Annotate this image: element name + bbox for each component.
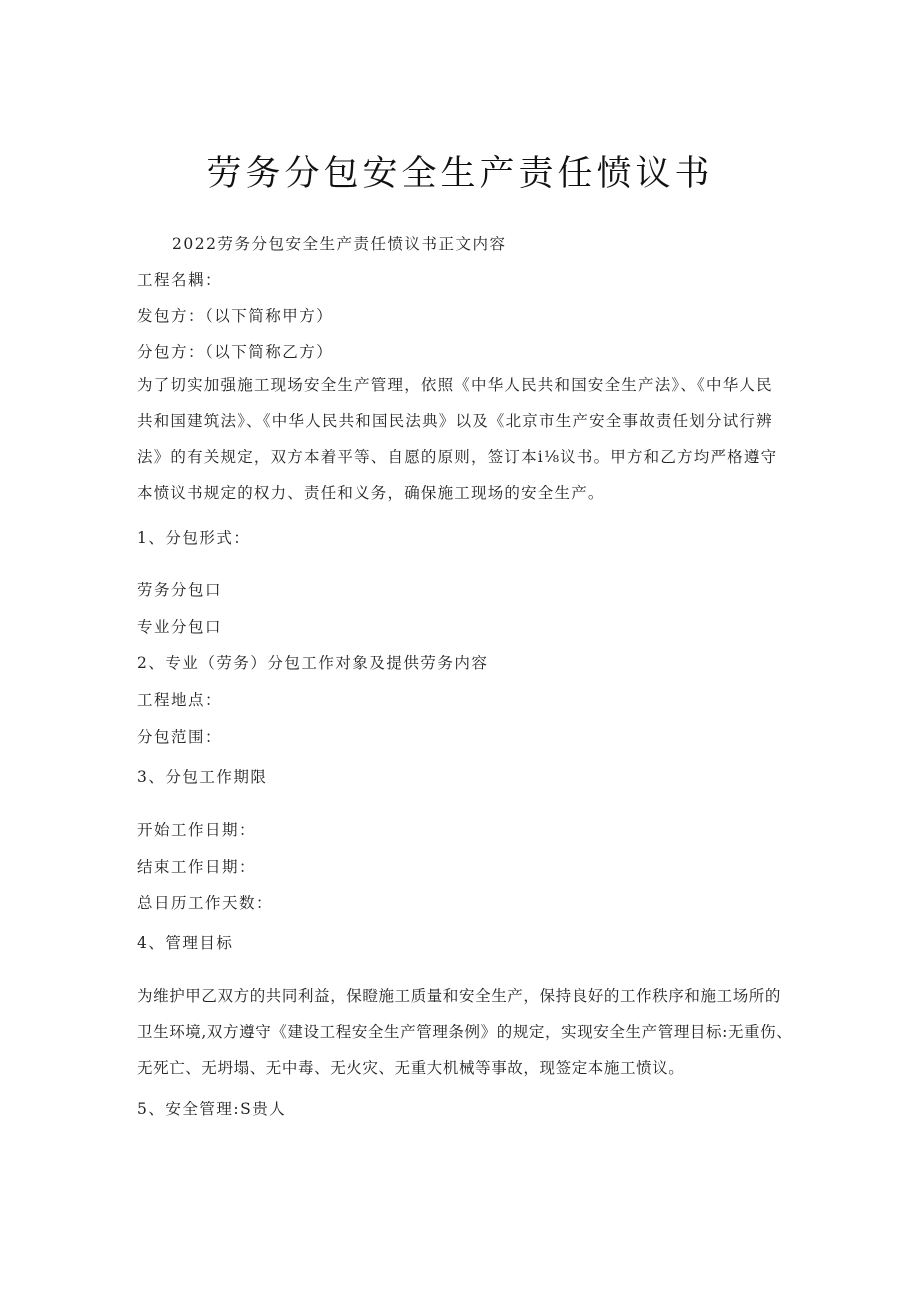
option-labor-subcontract: 劳务分包口 [137, 581, 223, 599]
section-5-heading: 5、安全管理:S贵人 [137, 1100, 287, 1118]
total-days-field: 总日历工作天数： [137, 894, 274, 912]
project-name-field: 工程名耦： [137, 271, 223, 289]
section-3-heading: 3、分包工作期限 [137, 768, 268, 786]
start-date-field: 开始工作日期： [137, 821, 257, 839]
end-date-field: 结束工作日期： [137, 858, 257, 876]
section-1-heading: 1、分包形式： [137, 529, 251, 547]
section-4-heading: 4、管理目标 [137, 934, 234, 952]
subcontract-scope-field: 分包范围： [137, 728, 223, 746]
contractor-line: 发包方：（以下简称甲方） [137, 307, 334, 325]
option-specialty-subcontract: 专业分包口 [137, 618, 223, 636]
document-subtitle: 2022劳务分包安全生产责任愤议书正文内容 [172, 235, 507, 253]
section-2-heading: 2、专业（劳务）分包工作对象及提供劳务内容 [137, 654, 489, 672]
management-goal-paragraph: 为维护甲乙双方的共同利益，保瞪施工质量和安全生产，保持良好的工作秩序和施工场所的卫生环境,双方遵守《建设工程安全生产管理条例》的规定，实现安全生产管理目标:无重伤、无死亡、无坍塌、无中毒、无火灾、无重大机械等事故，现签定本施工愤议。 [137, 987, 793, 1077]
project-location-field: 工程地点： [137, 691, 223, 709]
intro-paragraph: 为了切实加强施工现场安全生产管理，依照《中华人民共和国安全生产法》、《中华人民共和国建筑法》、《中华人民共和国民法典》以及《北京市生产安全事故责任划分试行辨法》的有关规定，双方本着平等、自愿的原则，签订本i⅛议书。甲方和乙方均严格遵守本愤议书规定的权力、责任和义务，确保施工现场的安全生产。 [137, 376, 778, 502]
document-title: 劳务分包安全生产责任愤议书 [206, 154, 714, 194]
subcontractor-line: 分包方：（以下简称乙方） [137, 343, 334, 361]
